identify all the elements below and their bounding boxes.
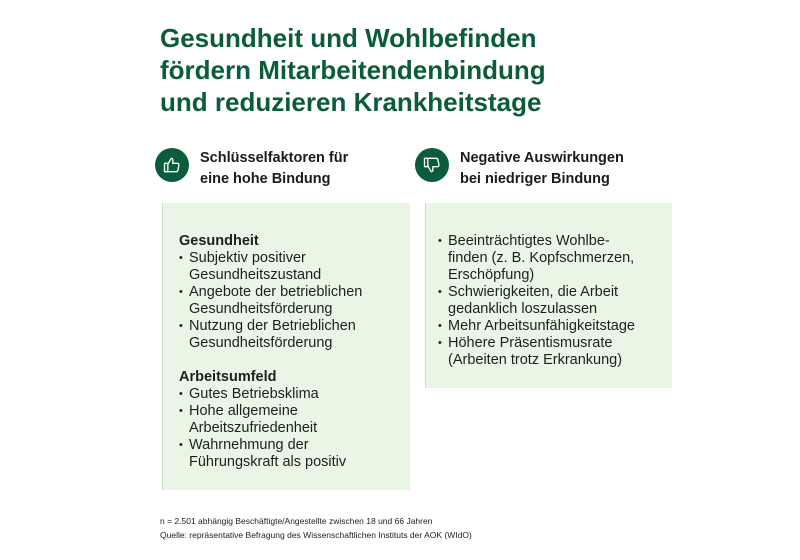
item-line: Arbeitszufriedenheit (189, 420, 318, 436)
item-line: • Nutzung der Betrieblichen (189, 318, 356, 334)
negative-effects-panel (425, 203, 672, 388)
list-item (179, 250, 410, 284)
list-item (179, 403, 410, 437)
left-column-header (155, 148, 348, 190)
work-environment-list (179, 386, 410, 471)
item-line: • Gutes Betriebsklima (189, 386, 319, 402)
item-line: • Angebote der betrieblichen (189, 284, 363, 300)
list-item (438, 335, 672, 369)
list-item (438, 284, 672, 318)
list-item (179, 437, 410, 471)
section-title-health: Gesundheit (179, 233, 259, 249)
item-line: Gesundheitsförderung (189, 301, 333, 317)
list-item (179, 386, 410, 403)
list-item (438, 233, 672, 284)
source-footnote: Quelle: repräsentative Befragung des Wissenschaftlichen Instituts der AOK (WIdO) (160, 530, 472, 540)
heading-line: Negative Auswirkungen (460, 150, 624, 166)
heading-line: eine hohe Bindung (200, 171, 331, 187)
list-item (438, 318, 672, 335)
page-title (160, 22, 720, 118)
item-line: finden (z. B. Kopfschmerzen, (448, 250, 635, 266)
heading-line: bei niedriger Bindung (460, 171, 610, 187)
item-line: Gesundheitsförderung (189, 335, 333, 351)
right-column-header (415, 148, 624, 190)
health-factors-list (179, 250, 410, 352)
item-line: • Hohe allgemeine (189, 403, 298, 419)
thumbs-down-icon (415, 148, 449, 182)
item-line: Erschöpfung) (448, 267, 535, 283)
item-line: Gesundheitszustand (189, 267, 322, 283)
item-line: • Höhere Präsentismusrate (448, 335, 613, 351)
item-line: • Beeinträchtigtes Wohlbe- (448, 233, 610, 249)
item-line: • Schwierigkeiten, die Arbeit (448, 284, 619, 300)
item-line: (Arbeiten trotz Erkrankung) (448, 352, 623, 368)
section-title-work-environment: Arbeitsumfeld (179, 369, 277, 385)
item-line: • Wahrnehmung der (189, 437, 309, 453)
right-column-heading (460, 148, 624, 190)
heading-line: Schlüsselfaktoren für (200, 150, 349, 166)
negative-effects-list (438, 233, 672, 369)
title-line: fördern Mitarbeitendenbindung (160, 55, 546, 85)
title-line: und reduzieren Krankheitstage (160, 87, 542, 117)
list-item (179, 284, 410, 318)
list-item (179, 318, 410, 352)
item-line: • Subjektiv positiver (189, 250, 306, 266)
sample-footnote: n = 2.501 abhängig Beschäftigte/Angestellte zwischen 18 und 66 Jahren (160, 516, 433, 526)
left-column-heading (200, 148, 348, 190)
title-line: Gesundheit und Wohlbefinden (160, 23, 537, 53)
item-line: Führungskraft als positiv (189, 454, 347, 470)
key-factors-panel (162, 203, 410, 490)
item-line: gedanklich loszulassen (448, 301, 598, 317)
item-line: • Mehr Arbeitsunfähigkeitstage (448, 318, 635, 334)
thumbs-up-icon (155, 148, 189, 182)
